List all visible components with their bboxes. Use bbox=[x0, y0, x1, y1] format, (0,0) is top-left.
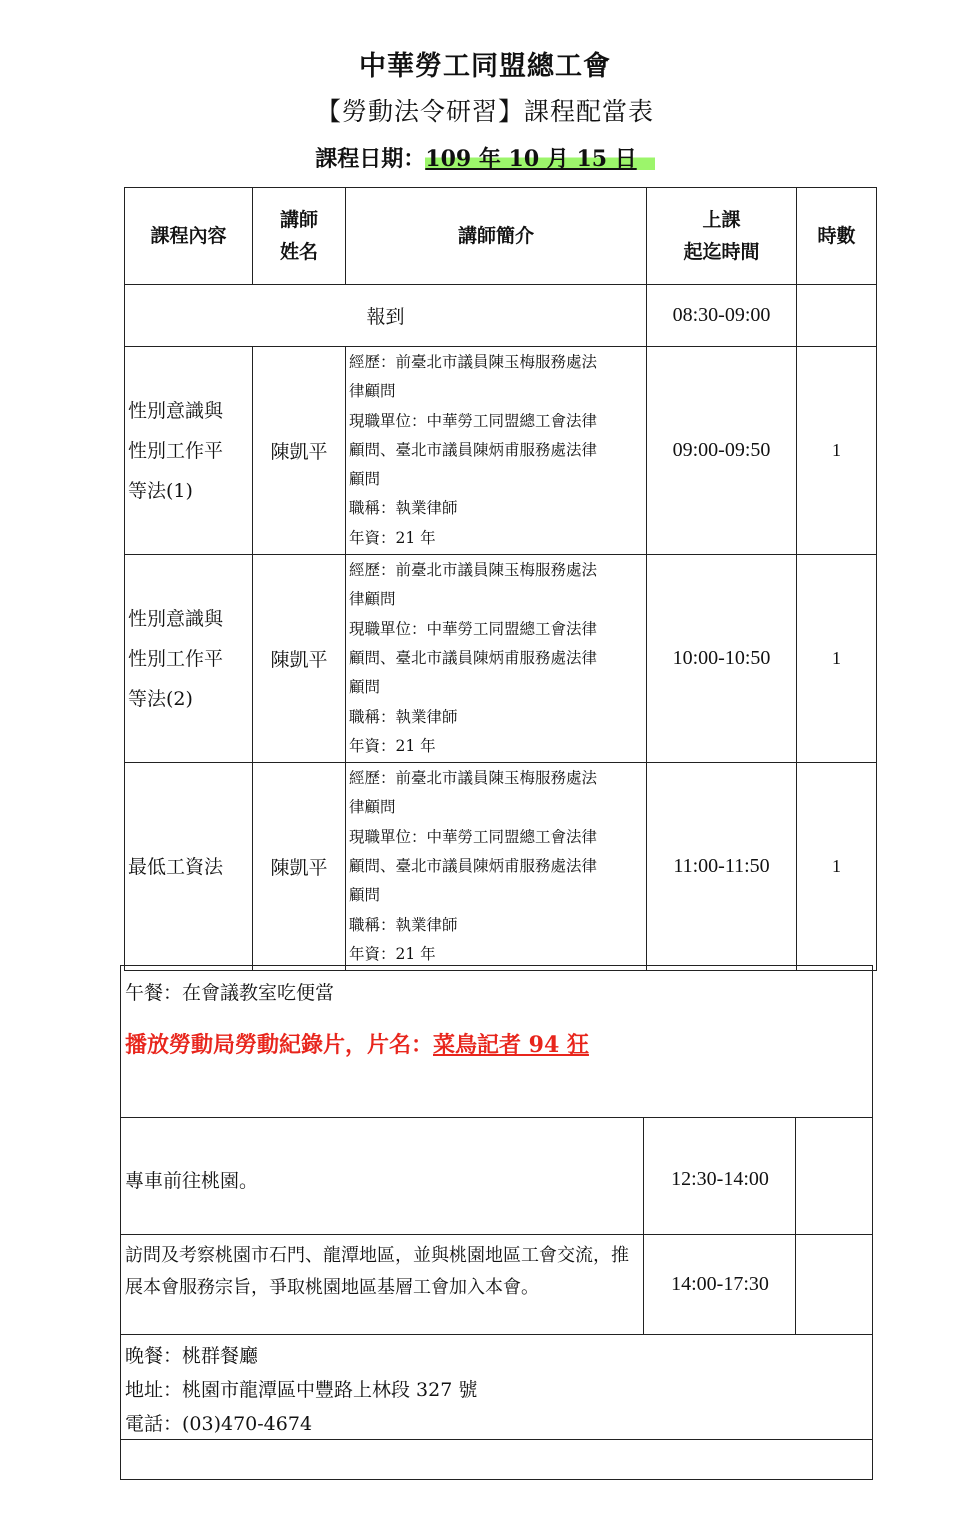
bio-line: 律顧問 bbox=[349, 590, 396, 609]
header-time-line2: 起迄時間 bbox=[683, 241, 760, 263]
bio-line: 經歷：前臺北市議員陳玉梅服務處法 bbox=[349, 769, 598, 788]
session-course bbox=[125, 347, 253, 555]
session-lecturer: 陳凱平 bbox=[253, 763, 346, 971]
header-time-line1: 上課 bbox=[702, 209, 741, 231]
bus-time: 12:30-14:00 bbox=[671, 1168, 769, 1190]
checkin-hours bbox=[797, 285, 877, 347]
bio-line: 顧問、臺北市議員陳炳甫服務處法律 bbox=[349, 857, 598, 876]
session-hours: 1 bbox=[797, 347, 877, 555]
course-line: 等法(1) bbox=[128, 479, 193, 502]
dinner-divider bbox=[121, 1439, 872, 1440]
bio-line: 現職單位：中華勞工同盟總工會法律 bbox=[349, 411, 598, 430]
session-bio bbox=[346, 763, 647, 971]
visit-divider bbox=[795, 1235, 796, 1334]
dinner-address: 地址：桃園市龍潭區中豐路上林段 327 號 bbox=[125, 1379, 478, 1401]
table-row bbox=[125, 555, 877, 763]
schedule-table bbox=[124, 187, 877, 971]
film-notice bbox=[125, 1028, 589, 1059]
film-title: 菜鳥記者 94 狂 bbox=[433, 1032, 589, 1058]
header-hours: 時數 bbox=[797, 188, 877, 285]
course-line: 性別工作平 bbox=[128, 647, 224, 670]
film-prefix: 播放勞動局勞動紀錄片，片名： bbox=[125, 1032, 434, 1058]
session-lecturer: 陳凱平 bbox=[253, 347, 346, 555]
course-line: 最低工資法 bbox=[128, 855, 224, 878]
checkin-label: 報到 bbox=[125, 285, 647, 347]
table-row bbox=[125, 763, 877, 971]
course-line: 性別意識與 bbox=[128, 399, 224, 422]
dinner-phone: 電話：(03)470-4674 bbox=[125, 1413, 313, 1435]
visit-section bbox=[120, 1234, 873, 1335]
session-bio bbox=[346, 347, 647, 555]
bio-line: 顧問、臺北市議員陳炳甫服務處法律 bbox=[349, 648, 598, 667]
session-course bbox=[125, 763, 253, 971]
bio-line: 年資：21 年 bbox=[349, 736, 436, 755]
session-time: 10:00-10:50 bbox=[647, 555, 797, 763]
bio-line: 顧問 bbox=[349, 886, 381, 905]
bio-line: 律顧問 bbox=[349, 382, 396, 401]
bio-line: 律顧問 bbox=[349, 798, 396, 817]
visit-time: 14:00-17:30 bbox=[671, 1273, 769, 1295]
session-course bbox=[125, 555, 253, 763]
table-row bbox=[125, 347, 877, 555]
bus-divider bbox=[795, 1118, 796, 1234]
bio-line: 經歷：前臺北市議員陳玉梅服務處法 bbox=[349, 353, 598, 371]
date-label: 課程日期： bbox=[315, 146, 426, 172]
bio-line: 顧問 bbox=[349, 678, 381, 697]
date-value: 109 年 10 月 15 日 bbox=[425, 146, 654, 172]
table-header-row bbox=[125, 188, 877, 285]
session-lecturer: 陳凱平 bbox=[253, 555, 346, 763]
header-course: 課程內容 bbox=[125, 188, 253, 285]
checkin-row bbox=[125, 285, 877, 347]
header-lecturer-line1: 講師 bbox=[279, 209, 318, 231]
visit-text: 訪問及考察桃園市石門、龍潭地區，並與桃園地區工會交流，推展本會服務宗旨，爭取桃園地區基層工會加入本會。 bbox=[125, 1245, 629, 1298]
bio-line: 現職單位：中華勞工同盟總工會法律 bbox=[349, 619, 598, 638]
header-bio: 講師簡介 bbox=[346, 188, 647, 285]
course-line: 性別工作平 bbox=[128, 439, 224, 462]
course-date bbox=[0, 142, 970, 173]
bio-line: 顧問、臺北市議員陳炳甫服務處法律 bbox=[349, 440, 598, 459]
session-hours: 1 bbox=[797, 763, 877, 971]
bio-line: 現職單位：中華勞工同盟總工會法律 bbox=[349, 827, 598, 846]
course-line: 性別意識與 bbox=[128, 607, 224, 630]
session-time: 11:00-11:50 bbox=[647, 763, 797, 971]
header-lecturer bbox=[253, 188, 346, 285]
header-time bbox=[647, 188, 797, 285]
bio-line: 經歷：前臺北市議員陳玉梅服務處法 bbox=[349, 561, 598, 580]
course-line: 等法(2) bbox=[128, 687, 193, 710]
checkin-time: 08:30-09:00 bbox=[647, 285, 797, 347]
session-bio bbox=[346, 555, 647, 763]
session-time: 09:00-09:50 bbox=[647, 347, 797, 555]
bus-text: 專車前往桃園。 bbox=[125, 1170, 259, 1192]
header-lecturer-line2: 姓名 bbox=[279, 241, 318, 263]
bio-line: 職稱：執業律師 bbox=[349, 499, 458, 518]
schedule-subtitle: 【勞動法令研習】課程配當表 bbox=[315, 97, 654, 126]
org-title: 中華勞工同盟總工會 bbox=[359, 51, 611, 82]
lunch-text: 午餐：在會議教室吃便當 bbox=[125, 982, 335, 1004]
dinner-section bbox=[120, 1334, 873, 1480]
bus-section bbox=[120, 1117, 873, 1235]
lunch-section bbox=[120, 965, 873, 1118]
bio-line: 年資：21 年 bbox=[349, 944, 436, 963]
bio-line: 職稱：執業律師 bbox=[349, 707, 458, 726]
bio-line: 職稱：執業律師 bbox=[349, 915, 458, 934]
session-hours: 1 bbox=[797, 555, 877, 763]
bio-line: 年資：21 年 bbox=[349, 528, 436, 547]
bio-line: 顧問 bbox=[349, 470, 381, 489]
dinner-restaurant: 晚餐：桃群餐廳 bbox=[125, 1345, 259, 1367]
